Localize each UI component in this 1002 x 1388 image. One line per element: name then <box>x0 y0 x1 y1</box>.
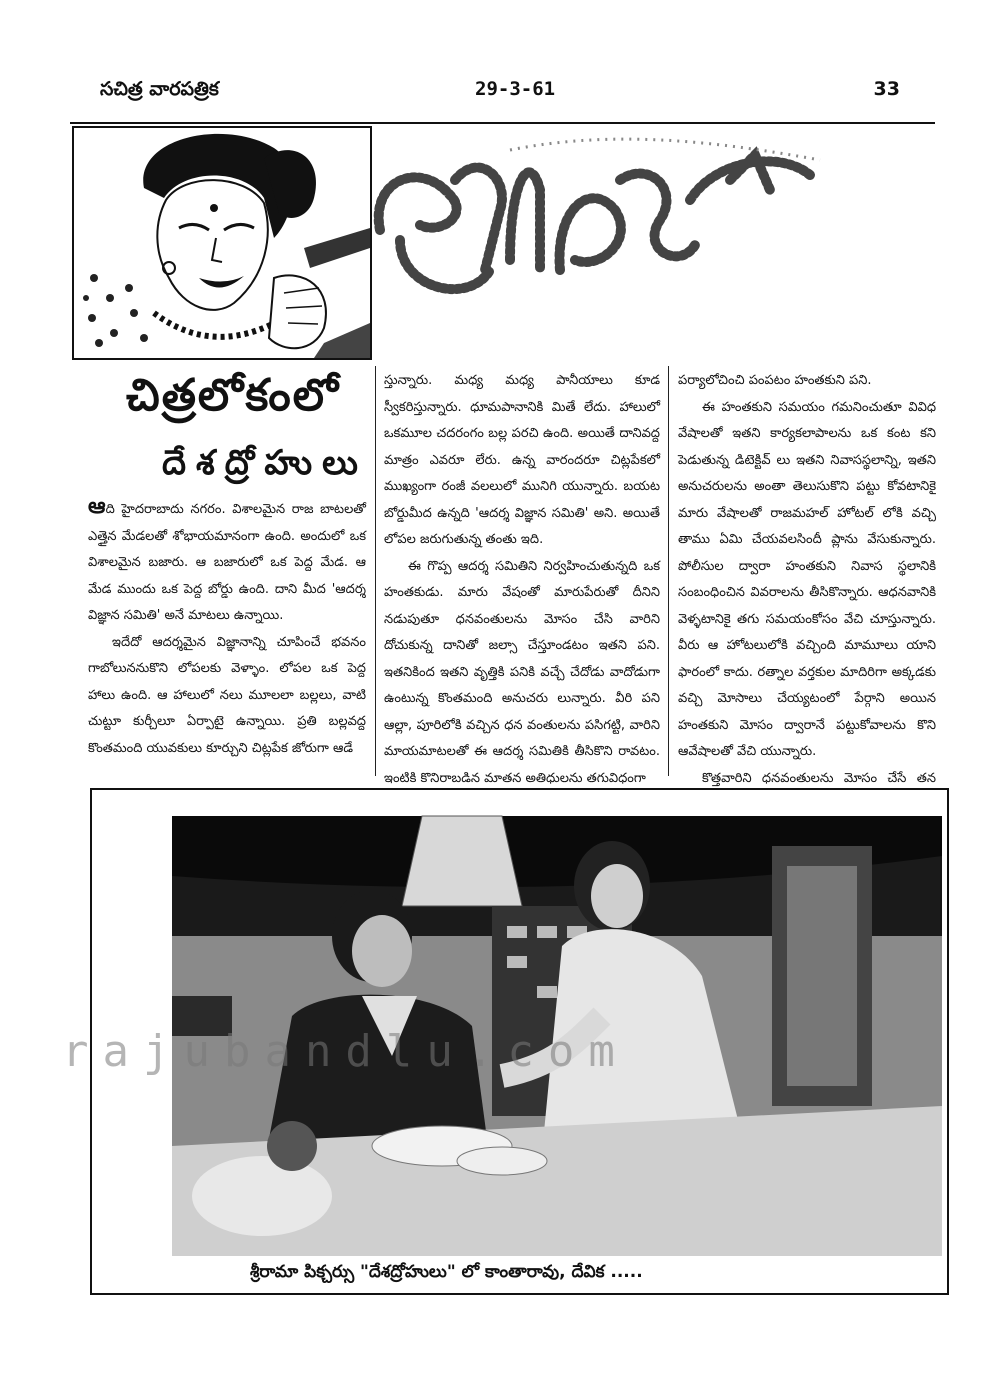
paragraph: ఇదేదో ఆదర్శమైన విజ్ఞానాన్ని చూపించే భవనం గాబోలుననుకొని లోపలకు వెళ్ళాం. లోపల ఒక పెద్ద హాలు ఉంది. ఆ హాలులో నలు మూలలా బల్లలు, వాటి చుట్టూ కుర్చీలూ ఏర్పాటై ఉన్నాయి. ప్రతి బల్లవద్ద కొంతమంది యువకులు కూర్చుని చిట్లపేక జోరుగా ఆడే <box>88 634 366 756</box>
paragraph: కొత్తవారిని ధనవంతులను మోసం చేసే తన <box>702 770 936 786</box>
paragraph: ఈ గొప్ప ఆదర్శ సమితిని నిర్వహించుతున్నది ఒక హంతకుడు. మారు వేషంతో మారుపేరుతో దీనిని నడుపుతూ ధనవంతులను మోసం చేసి వారిని దోచుకున్న దానితో జల్సా చేస్తూండటం ఇతని పని. ఇతనికింద ఇతని వృత్తికి పనికి వచ్చే చేదోడు వాదోడుగా ఉంటున్న కొంతమంది అనుచరు లున్నారు. వీరి పని ఆల్లా, పూరిలోకి వచ్చిన ధన వంతులను పసిగట్టి, వారిని మాయమాటలతో ఈ ఆదర్శ సమితికి తీసికొని రావటం. ఇంటికి కొనిరాబడిన మాతన అతిధులను తగువిధంగా <box>384 558 660 786</box>
paragraph: స్తున్నారు. మధ్య మధ్య పానీయాలు కూడ స్వీకరిస్తున్నారు. ధూమపానానికి మితే లేదు. హాలులో ఒకమూల చదరంగం బల్ల పరచి ఉంది. అయితే దానివద్ద మాత్రం ఎవరూ లేరు. ఉన్న వారందరూ చిట్లపేకలో ముఖ్యంగా రంజీ వలలులో మునిగి యున్నారు. బయట బోర్డుమీద ఉన్నది 'ఆదర్శ విజ్ఞాన సమితి' అని. అయితే లోపల జరుగుతున్న తంతు ఇది. <box>384 373 660 547</box>
watermark-text: rajubandlu.com <box>62 1026 629 1077</box>
page-number: 33 <box>873 78 900 100</box>
issue-date: 29-3-61 <box>475 78 556 100</box>
article-column-2 <box>384 368 660 784</box>
portrait-drawing <box>74 128 370 358</box>
page-header <box>100 78 910 108</box>
paragraph: ఈ హంతకుని సమయం గమనించుతూ వివిధ వేషాలతో ఇతని కార్యకలాపాలను ఒక కంట కని పెడుతున్న డిటెక్టివ్ లు ఇతని నివాసస్థలాన్ని, ఇతని అనుచరులను అంతా తెలుసుకొని పట్టు కోవటానికై మారు వేషాలతో రాజమహల్ హోటల్ లోకి వచ్చి తాము ఏమి చేయవలసిందీ ప్లాను వేసుకున్నారు. పోలీసుల ద్వారా హంతకుని నివాస స్థలానికి సంబంధించిన వివరాలను తీసికొన్నారు. ఆధనవానికి వెళ్ళటానికై తగు సమయంకోసం వేచి చూస్తున్నారు. వీరు ఆ హోటలులోకి వచ్చింది మామూలు యాని ఫారంలో కాదు. రత్నాల వర్తకుల మాదిరిగా అక్కడకు వచ్చి మోసాలు చేయ్యటంలో పేర్గాని అయిన హంతకుని మోసం ద్వారానే పట్టుకోవాలను కొని ఆవేషాలతో వేచి యున్నారు. <box>678 399 936 759</box>
article-column-1 <box>88 494 366 784</box>
article-subtitle: దేశద్రోహులు <box>162 443 368 483</box>
paragraph: ఆది హైదరాబాదు నగరం. విశాలమైన రాజ బాటలతో ఎత్తైన మేడలతో శోభాయమానంగా ఉంది. అందులో ఒక విశాలమైన బజారు. ఆ బజారులో ఒక పెద్ద మేడ. ఆ మేడ ముందు ఒక పెద్ద బోర్డు ఉంది. దాని మీద 'ఆదర్శ విజ్ఞాన సమితి' అనే మాటలు ఉన్నాయి. <box>88 494 366 623</box>
column-divider <box>668 366 669 776</box>
woman-portrait-illustration <box>72 126 372 360</box>
drop-cap: ఆ <box>88 494 106 519</box>
section-logo <box>360 120 830 330</box>
article-title: చిత్రలోకంలో <box>126 370 340 421</box>
paragraph: పర్యాలోచించి పంపటం హంతకుని పని. <box>678 373 872 388</box>
photo-caption: శ్రీరామా పిక్చర్సు "దేశద్రోహులు" లో కాంతారావు, దేవిక ..... <box>250 1262 643 1282</box>
magazine-name: సచిత్ర వారపత్రిక <box>100 78 219 100</box>
column-divider <box>375 366 376 776</box>
article-column-3 <box>678 368 936 784</box>
